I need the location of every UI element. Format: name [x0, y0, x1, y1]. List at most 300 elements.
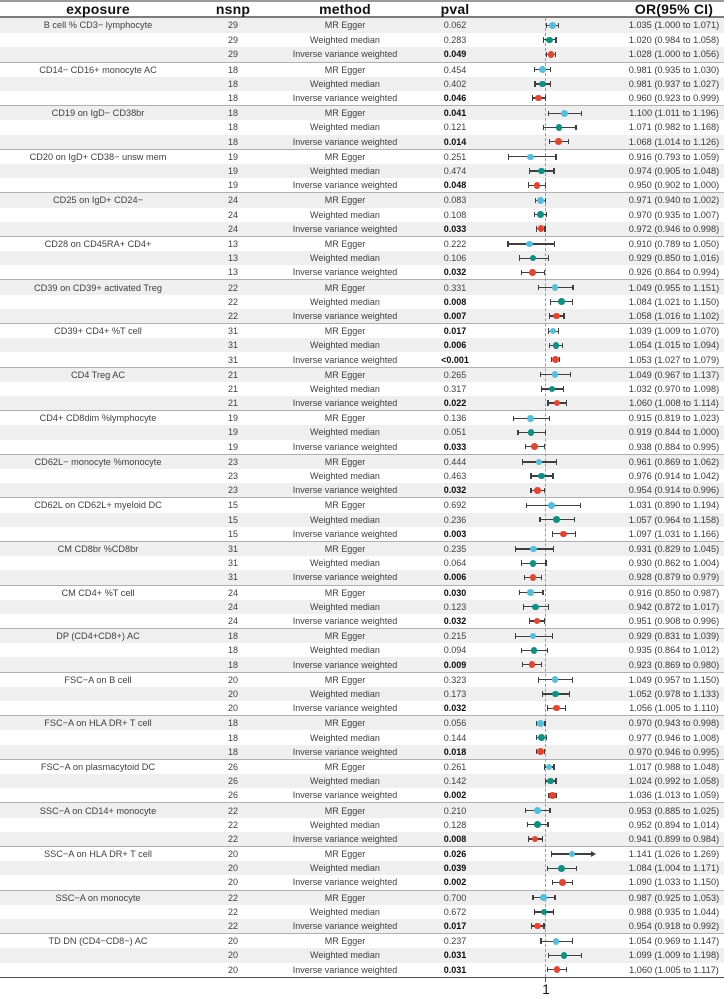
pval-value: 0.039	[443, 863, 467, 874]
point-estimate-dot	[534, 821, 541, 828]
or-ci-label: 0.931 (0.829 to 1.045)	[628, 544, 720, 555]
forest-row	[0, 425, 724, 439]
exposure-group	[0, 149, 724, 193]
ci-plot-cell	[490, 222, 624, 236]
method-label: MR Egger	[324, 674, 366, 685]
or-ci-label: 0.954 (0.914 to 0.996)	[628, 485, 720, 496]
nsnp-value: 13	[227, 238, 238, 249]
exposure-label: FSC−A on plasmacytoid DC	[40, 761, 156, 772]
ci-plot-cell	[490, 106, 624, 120]
exposure-group	[0, 628, 724, 672]
point-estimate-dot	[552, 676, 559, 683]
or-ci-label: 0.923 (0.869 to 0.980)	[628, 659, 720, 670]
ci-cap-right	[544, 721, 545, 727]
ci-cap-right	[559, 357, 560, 363]
exposure-group	[0, 802, 724, 846]
method-label: Inverse variance weighted	[292, 354, 398, 365]
exposure-label: CD14− CD16+ monocyte AC	[39, 64, 157, 75]
ci-cap-right	[544, 749, 545, 755]
forest-row	[0, 556, 724, 570]
method-label: Inverse variance weighted	[292, 49, 398, 60]
or-ci-label: 1.024 (0.992 to 1.058)	[628, 776, 720, 787]
nsnp-value: 18	[227, 108, 238, 119]
ci-cap-right	[572, 285, 573, 291]
x-axis	[0, 977, 724, 999]
forest-row	[0, 716, 724, 730]
forest-row	[0, 120, 724, 134]
ci-plot-cell	[490, 251, 624, 265]
or-ci-label: 1.060 (1.008 to 1.114)	[629, 398, 719, 409]
or-ci-label: 0.977 (0.946 to 1.008)	[628, 732, 720, 743]
ci-cap-right	[555, 778, 556, 784]
pval-value: 0.083	[443, 195, 467, 206]
method-label: Weighted median	[310, 340, 380, 351]
ci-cap-right	[562, 343, 563, 349]
forest-row	[0, 222, 724, 236]
method-label: Inverse variance weighted	[292, 267, 398, 278]
pval-value: 0.108	[443, 209, 467, 220]
ci-plot-cell	[490, 237, 624, 251]
exposure-label: CD20 on IgD+ CD38− unsw mem	[29, 151, 167, 162]
pval-value: 0.017	[443, 921, 467, 932]
exposure-group	[0, 279, 724, 323]
ci-plot-cell	[490, 919, 624, 933]
ci-cap-right	[547, 822, 548, 828]
nsnp-value: 21	[227, 398, 238, 409]
point-estimate-dot	[552, 691, 559, 698]
ci-plot-cell	[490, 730, 624, 744]
point-estimate-dot	[553, 516, 560, 523]
point-estimate-dot	[556, 124, 563, 131]
method-label: MR Egger	[324, 108, 366, 119]
nsnp-value: 24	[227, 223, 238, 234]
column-header-exposure: exposure	[66, 1, 130, 17]
ci-cap-right	[566, 967, 567, 973]
ci-cap-right	[544, 618, 545, 624]
ci-cap-right	[572, 880, 573, 886]
ci-plot-cell	[490, 164, 624, 178]
forest-row	[0, 600, 724, 614]
method-label: Inverse variance weighted	[292, 572, 398, 583]
point-estimate-dot	[554, 966, 561, 973]
method-label: MR Egger	[324, 544, 366, 555]
pval-value: 0.008	[443, 833, 467, 844]
or-ci-label: 0.953 (0.885 to 1.025)	[628, 805, 720, 816]
ci-cap-left	[545, 778, 546, 784]
or-ci-label: 1.036 (1.013 to 1.059)	[628, 790, 720, 801]
forest-row	[0, 818, 724, 832]
or-ci-label: 0.954 (0.918 to 0.992)	[628, 921, 720, 932]
method-label: Weighted median	[310, 253, 380, 264]
ci-plot-cell	[490, 513, 624, 527]
pval-value: 0.018	[443, 746, 467, 757]
ci-cap-left	[530, 473, 531, 479]
exposure-group	[0, 18, 724, 62]
ci-plot-cell	[490, 556, 624, 570]
method-label: MR Egger	[324, 936, 366, 947]
method-label: MR Egger	[324, 64, 366, 75]
method-label: Weighted median	[310, 471, 380, 482]
pval-value: 0.006	[443, 572, 467, 583]
pval-value: 0.123	[443, 601, 467, 612]
ci-cap-left	[549, 139, 550, 145]
pval-value: 0.031	[443, 950, 467, 961]
ci-plot-cell	[490, 701, 624, 715]
forest-row	[0, 483, 724, 497]
pval-value: 0.008	[443, 296, 467, 307]
ci-cap-right	[566, 400, 567, 406]
nsnp-value: 20	[227, 849, 238, 860]
ci-plot-cell	[490, 570, 624, 584]
pval-value: 0.032	[443, 485, 467, 496]
point-estimate-dot	[539, 81, 546, 88]
exposure-group	[0, 105, 724, 149]
or-ci-label: 1.020 (0.984 to 1.058)	[628, 34, 720, 45]
exposure-label: SSC−A on HLA DR+ T cell	[44, 849, 152, 860]
nsnp-value: 18	[227, 122, 238, 133]
point-estimate-dot	[534, 923, 541, 930]
exposure-label: TD DN (CD4−CD8−) AC	[48, 936, 148, 947]
method-label: Weighted median	[310, 209, 380, 220]
exposure-group	[0, 715, 724, 759]
ci-cap-right	[544, 444, 545, 450]
point-estimate-dot	[538, 473, 545, 480]
ci-cap-left	[549, 313, 550, 319]
method-label: Inverse variance weighted	[292, 659, 398, 670]
forest-row	[0, 701, 724, 715]
or-ci-label: 1.028 (1.000 to 1.056)	[628, 49, 720, 60]
nsnp-value: 21	[227, 383, 238, 394]
ci-cap-right	[554, 241, 555, 247]
forest-row	[0, 150, 724, 164]
ci-cap-right	[548, 604, 549, 610]
point-estimate-dot	[548, 51, 555, 58]
forest-row	[0, 586, 724, 600]
exposure-label: DP (CD4+CD8+) AC	[56, 631, 140, 642]
nsnp-value: 22	[227, 819, 238, 830]
pval-value: 0.032	[443, 703, 467, 714]
ci-plot-cell	[490, 818, 624, 832]
or-ci-label: 1.060 (1.005 to 1.117)	[629, 964, 719, 975]
or-ci-label: 1.054 (1.015 to 1.094)	[628, 340, 720, 351]
ci-cap-left	[538, 285, 539, 291]
exposure-group	[0, 759, 724, 803]
ci-cap-left	[534, 212, 535, 218]
ci-cap-right	[568, 139, 569, 145]
point-estimate-dot	[538, 168, 545, 175]
method-label: Weighted median	[310, 514, 380, 525]
ci-plot-cell	[490, 788, 624, 802]
ci-plot-cell	[490, 425, 624, 439]
pval-value: 0.032	[443, 267, 467, 278]
nsnp-value: 18	[227, 93, 238, 104]
or-ci-label: 0.916 (0.850 to 0.987)	[628, 587, 720, 598]
forest-row	[0, 178, 724, 192]
ci-cap-left	[547, 866, 548, 872]
nsnp-value: 22	[227, 282, 238, 293]
ci-cap-left	[551, 851, 552, 857]
method-label: Weighted median	[310, 863, 380, 874]
nsnp-value: 31	[227, 544, 238, 555]
pval-value: 0.142	[443, 776, 467, 787]
or-ci-label: 1.035 (1.000 to 1.071)	[628, 20, 720, 31]
point-estimate-dot	[529, 661, 536, 668]
point-estimate-dot	[553, 313, 560, 320]
method-label: MR Egger	[324, 151, 366, 162]
ci-cap-right	[576, 866, 577, 872]
nsnp-value: 19	[227, 166, 238, 177]
ci-cap-right	[575, 531, 576, 537]
ci-cap-right	[565, 705, 566, 711]
forest-rows	[0, 18, 724, 977]
forest-row	[0, 208, 724, 222]
or-ci-label: 0.981 (0.935 to 1.030)	[628, 64, 720, 75]
ci-cap-right	[550, 81, 551, 87]
ci-plot-cell	[490, 77, 624, 91]
exposure-label: CD25 on IgD+ CD24−	[53, 195, 143, 206]
exposure-label: FSC−A on B cell	[64, 674, 132, 685]
method-label: MR Egger	[324, 500, 366, 511]
exposure-group	[0, 933, 724, 977]
pval-value: 0.237	[443, 936, 467, 947]
exposure-group	[0, 236, 724, 280]
ci-plot-cell	[490, 629, 624, 643]
or-ci-label: 0.952 (0.894 to 1.014)	[628, 819, 720, 830]
nsnp-value: 15	[227, 528, 238, 539]
nsnp-value: 24	[227, 209, 238, 220]
or-ci-label: 0.974 (0.905 to 1.048)	[628, 166, 720, 177]
ci-plot-cell	[490, 760, 624, 774]
pval-value: 0.106	[443, 253, 467, 264]
pval-value: 0.261	[443, 761, 467, 772]
or-ci-label: 0.951 (0.908 to 0.996)	[628, 615, 720, 626]
ci-cap-left	[523, 604, 524, 610]
method-label: Inverse variance weighted	[292, 136, 398, 147]
nsnp-value: 24	[227, 601, 238, 612]
point-estimate-dot	[546, 764, 553, 771]
axis-tick-label: 1	[542, 982, 550, 997]
ci-plot-cell	[490, 63, 624, 77]
ci-cap-left	[540, 372, 541, 378]
pval-value: 0.031	[443, 964, 467, 975]
forest-row	[0, 498, 724, 512]
ci-cap-right	[550, 67, 551, 73]
forest-row	[0, 396, 724, 410]
forest-row	[0, 629, 724, 643]
ci-cap-right	[544, 488, 545, 494]
ci-cap-left	[519, 255, 520, 261]
ci-cap-right	[549, 416, 550, 422]
ci-cap-left	[532, 95, 533, 101]
forest-row	[0, 861, 724, 875]
nsnp-value: 24	[227, 587, 238, 598]
ci-plot-cell	[490, 208, 624, 222]
ci-cap-left	[534, 81, 535, 87]
ci-plot-cell	[490, 368, 624, 382]
point-estimate-dot	[537, 211, 544, 218]
nsnp-value: 22	[227, 296, 238, 307]
method-label: Weighted median	[310, 645, 380, 656]
nsnp-value: 18	[227, 718, 238, 729]
ci-cap-right	[545, 430, 546, 436]
pval-value: 0.672	[443, 906, 467, 917]
forest-row	[0, 280, 724, 294]
exposure-group	[0, 323, 724, 367]
pval-value: 0.210	[443, 805, 467, 816]
method-label: MR Egger	[324, 369, 366, 380]
forest-row	[0, 309, 724, 323]
nsnp-value: 18	[227, 64, 238, 75]
pval-value: 0.265	[443, 369, 467, 380]
or-ci-label: 1.032 (0.970 to 1.098)	[628, 383, 720, 394]
ci-cap-left	[526, 503, 527, 509]
pval-value: 0.049	[443, 49, 467, 60]
method-label: MR Egger	[324, 631, 366, 642]
point-estimate-dot	[560, 531, 567, 538]
method-label: Inverse variance weighted	[292, 921, 398, 932]
ci-plot-cell	[490, 47, 624, 62]
exposure-label: CD4 Treg AC	[70, 369, 126, 380]
nsnp-value: 19	[227, 427, 238, 438]
method-label: Inverse variance weighted	[292, 877, 398, 888]
nsnp-value: 31	[227, 340, 238, 351]
forest-row	[0, 657, 724, 671]
nsnp-value: 22	[227, 892, 238, 903]
point-estimate-dot	[548, 502, 555, 509]
column-header-method: method	[319, 1, 371, 17]
ci-plot-cell	[490, 120, 624, 134]
exposure-label: CD4+ CD8dim %lymphocyte	[39, 413, 157, 424]
nsnp-value: 31	[227, 558, 238, 569]
point-estimate-dot	[558, 865, 565, 872]
ci-cap-left	[507, 241, 508, 247]
ci-plot-cell	[490, 178, 624, 192]
nsnp-value: 15	[227, 514, 238, 525]
pval-value: 0.014	[443, 136, 467, 147]
pval-value: 0.056	[443, 718, 467, 729]
point-estimate-dot	[530, 574, 537, 581]
or-ci-label: 1.031 (0.890 to 1.194)	[628, 500, 720, 511]
ci-cap-left	[534, 67, 535, 73]
or-ci-label: 1.084 (1.004 to 1.171)	[628, 863, 720, 874]
exposure-group	[0, 497, 724, 541]
nsnp-value: 29	[227, 49, 238, 60]
forest-row	[0, 324, 724, 338]
ci-cap-right	[546, 212, 547, 218]
ci-cap-right	[572, 938, 573, 944]
exposure-label: CD62L on CD62L+ myeloid DC	[34, 500, 162, 511]
forest-row	[0, 352, 724, 366]
ci-cap-left	[542, 691, 543, 697]
pval-value: 0.128	[443, 819, 467, 830]
ci-plot-cell	[490, 614, 624, 628]
nsnp-value: 22	[227, 921, 238, 932]
point-estimate-dot	[561, 110, 568, 117]
method-label: Inverse variance weighted	[292, 790, 398, 801]
method-label: Weighted median	[310, 732, 380, 743]
point-estimate-dot	[530, 633, 537, 640]
point-estimate-dot	[552, 356, 559, 363]
ci-cap-left	[521, 270, 522, 276]
method-label: Weighted median	[310, 296, 380, 307]
or-ci-label: 0.988 (0.935 to 1.044)	[628, 906, 720, 917]
pval-value: 0.121	[443, 122, 467, 133]
or-ci-label: 0.910 (0.789 to 1.050)	[628, 238, 720, 249]
or-ci-label: 0.938 (0.884 to 0.995)	[628, 441, 720, 452]
forest-row	[0, 891, 724, 905]
ci-cap-right	[572, 299, 573, 305]
nsnp-value: 18	[227, 631, 238, 642]
or-ci-label: 0.928 (0.879 to 0.979)	[628, 572, 720, 583]
method-label: MR Egger	[324, 195, 366, 206]
nsnp-value: 23	[227, 471, 238, 482]
ci-cap-right	[580, 503, 581, 509]
point-estimate-dot	[534, 182, 541, 189]
ci-cap-right	[563, 386, 564, 392]
point-estimate-dot	[547, 778, 554, 785]
forest-row	[0, 847, 724, 861]
ci-cap-right	[553, 168, 554, 174]
ci-cap-left	[547, 705, 548, 711]
or-ci-label: 1.058 (1.016 to 1.102)	[628, 310, 720, 321]
ci-plot-cell	[490, 411, 624, 425]
ci-cap-left	[548, 111, 549, 117]
pval-value: 0.144	[443, 732, 467, 743]
point-estimate-dot	[534, 618, 541, 625]
point-estimate-dot	[526, 241, 533, 248]
forest-row	[0, 382, 724, 396]
exposure-label: CD19 on IgD− CD38br	[51, 108, 145, 119]
method-label: Inverse variance weighted	[292, 703, 398, 714]
column-header-nsnp: nsnp	[215, 1, 251, 17]
method-label: Inverse variance weighted	[292, 615, 398, 626]
point-estimate-dot	[537, 197, 544, 204]
ci-plot-cell	[490, 135, 624, 149]
nsnp-value: 20	[227, 964, 238, 975]
point-estimate-dot	[528, 429, 535, 436]
ci-cap-left	[531, 923, 532, 929]
point-estimate-dot	[558, 298, 565, 305]
or-ci-label: 1.053 (1.027 to 1.079)	[628, 354, 720, 365]
method-label: MR Egger	[324, 892, 366, 903]
method-label: MR Egger	[324, 282, 366, 293]
method-label: MR Egger	[324, 456, 366, 467]
pval-value: 0.222	[443, 238, 467, 249]
exposure-label: CM CD4+ %T cell	[61, 587, 135, 598]
ci-cap-left	[541, 386, 542, 392]
point-estimate-dot	[539, 66, 546, 73]
nsnp-value: 20	[227, 877, 238, 888]
forest-row	[0, 237, 724, 251]
or-ci-label: 0.941 (0.899 to 0.984)	[628, 833, 720, 844]
method-label: Inverse variance weighted	[292, 746, 398, 757]
ci-cap-right	[545, 95, 546, 101]
point-estimate-dot	[561, 952, 568, 959]
or-ci-label: 1.141 (1.026 to 1.269)	[628, 849, 720, 860]
ci-cap-right	[553, 764, 554, 770]
ci-cap-right	[545, 560, 546, 566]
ci-cap-right	[581, 111, 582, 117]
method-label: Inverse variance weighted	[292, 310, 398, 321]
forest-row	[0, 760, 724, 774]
forest-row	[0, 251, 724, 265]
or-ci-label: 1.084 (1.021 to 1.150)	[628, 296, 720, 307]
or-ci-label: 0.950 (0.902 to 1.000)	[628, 180, 720, 191]
forest-row	[0, 368, 724, 382]
pval-value: 0.474	[443, 166, 467, 177]
ci-plot-cell	[490, 745, 624, 759]
or-ci-label: 0.970 (0.946 to 0.995)	[628, 746, 720, 757]
